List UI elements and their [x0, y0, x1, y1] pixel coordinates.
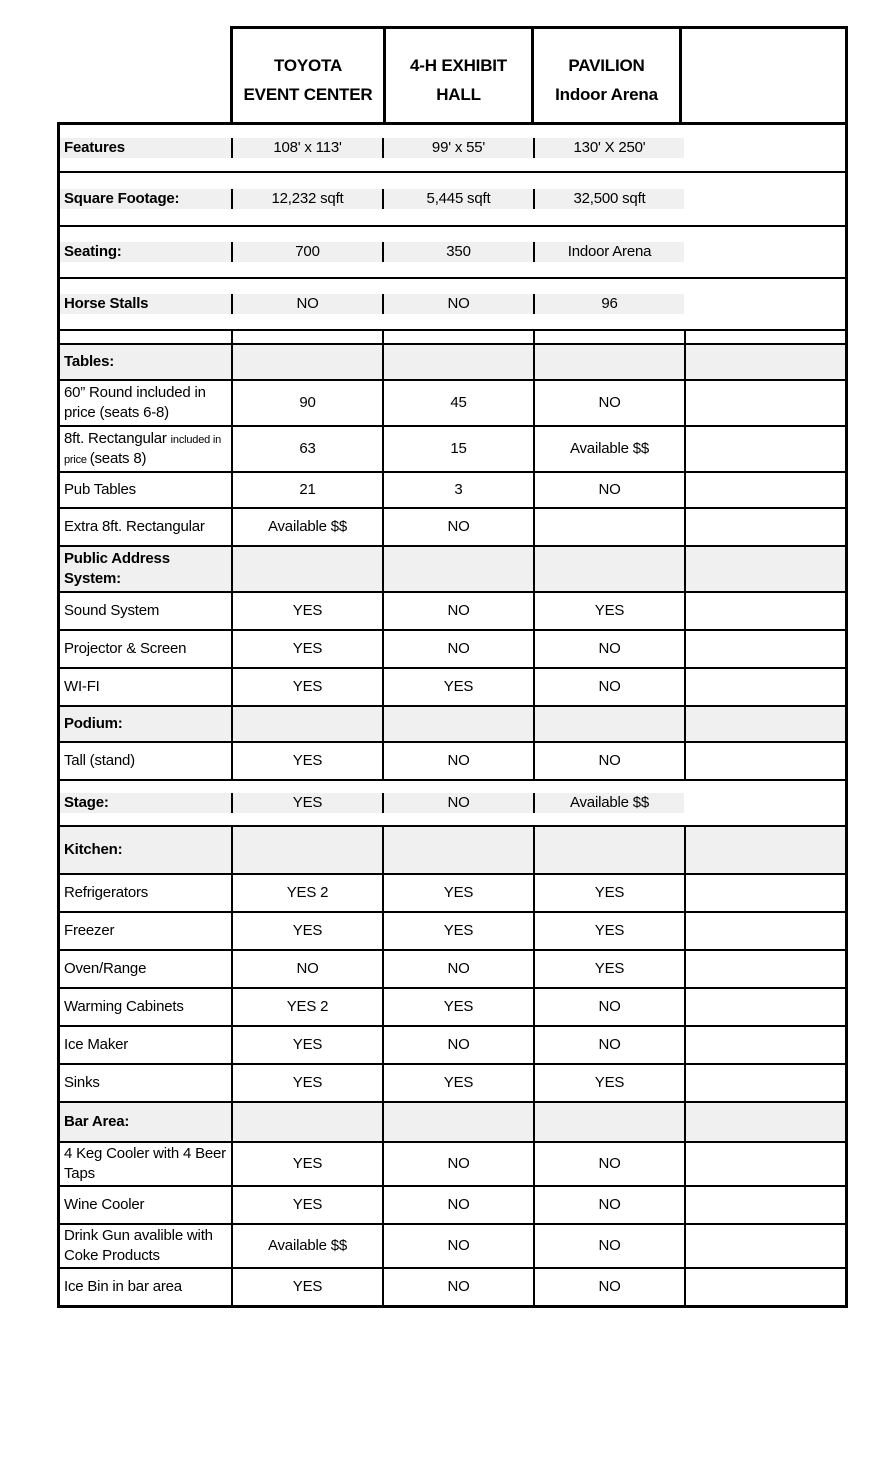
row-label-cell	[60, 989, 231, 1025]
row-label-segment: included in price	[64, 434, 222, 466]
header-line: PAVILION	[568, 55, 645, 75]
table-row	[60, 705, 845, 741]
cell-value: Available $$	[267, 518, 348, 536]
value-cell	[533, 294, 684, 314]
value-cell	[231, 1269, 382, 1305]
value-cell	[231, 913, 382, 949]
header-line: 4-H EXHIBIT	[410, 55, 507, 75]
value-cell	[684, 1065, 845, 1101]
value-cell	[382, 381, 533, 425]
value-cell	[684, 951, 845, 987]
table-row	[60, 425, 845, 471]
value-cell	[684, 989, 845, 1025]
value-cell	[533, 331, 684, 343]
header-cell-toyota-event-center	[233, 29, 383, 122]
value-cell	[684, 427, 845, 471]
cell-value: Available $$	[569, 440, 650, 458]
value-cell	[231, 1103, 382, 1141]
row-label-cell	[60, 913, 231, 949]
cell-value: YES	[292, 678, 323, 696]
row-label: Projector & Screen	[64, 640, 187, 658]
cell-value: YES	[443, 884, 474, 902]
cell-value: 63	[299, 440, 316, 458]
cell-value: NO	[296, 295, 319, 313]
row-label: Podium:	[64, 715, 123, 733]
table-row	[60, 1267, 845, 1305]
cell-value: 12,232 sqft	[271, 190, 344, 208]
row-label-cell	[60, 381, 231, 425]
cell-value: 108' x 113'	[273, 139, 342, 157]
value-cell	[382, 669, 533, 705]
value-cell	[684, 593, 845, 629]
value-cell	[382, 1187, 533, 1223]
value-cell	[231, 827, 382, 873]
value-cell	[231, 1225, 382, 1267]
value-cell	[382, 294, 533, 314]
cell-value: YES 2	[286, 998, 329, 1016]
header-cell-empty	[679, 29, 845, 122]
table-row	[60, 779, 845, 825]
table-row	[60, 1025, 845, 1063]
value-cell	[231, 669, 382, 705]
value-cell	[684, 1103, 845, 1141]
value-cell	[231, 989, 382, 1025]
row-label: Pub Tables	[64, 481, 136, 499]
cell-value: 5,445 sqft	[426, 190, 491, 208]
value-cell	[533, 989, 684, 1025]
value-cell	[533, 189, 684, 209]
value-cell	[533, 1225, 684, 1267]
value-cell	[533, 345, 684, 379]
row-label-cell	[60, 1269, 231, 1305]
table-row	[60, 471, 845, 507]
cell-value: YES	[443, 922, 474, 940]
cell-value: NO	[447, 752, 470, 770]
row-label: Ice Bin in bar area	[64, 1278, 182, 1296]
row-label: Tables:	[64, 353, 115, 371]
value-cell	[382, 509, 533, 545]
row-label: WI-FI	[64, 678, 100, 696]
cell-value: 700	[295, 243, 320, 261]
row-label: Wine Cooler	[64, 1196, 145, 1214]
table-row	[60, 911, 845, 949]
table-row	[60, 225, 845, 277]
table-row	[60, 277, 845, 329]
table-row	[60, 629, 845, 667]
cell-value: YES	[594, 922, 625, 940]
value-cell	[382, 345, 533, 379]
value-cell	[382, 707, 533, 741]
cell-value: YES	[292, 1074, 323, 1092]
value-cell	[533, 242, 684, 262]
table-row	[60, 667, 845, 705]
value-cell	[533, 1187, 684, 1223]
comparison-table-body	[57, 122, 848, 1308]
value-cell	[533, 793, 684, 813]
value-cell	[231, 1027, 382, 1063]
cell-value: 99' x 55'	[431, 139, 486, 157]
cell-value: Indoor Arena	[567, 243, 652, 261]
cell-value: Available $$	[267, 1237, 348, 1255]
value-cell	[533, 875, 684, 911]
cell-value: NO	[598, 678, 621, 696]
cell-value: NO	[447, 518, 470, 536]
row-label: Public Address System:	[64, 550, 170, 587]
cell-value: YES	[292, 1155, 323, 1173]
value-cell	[533, 593, 684, 629]
value-cell	[684, 743, 845, 779]
value-cell	[533, 913, 684, 949]
row-label: Horse Stalls	[64, 295, 149, 313]
row-label: Square Footage:	[64, 190, 180, 208]
table-row	[60, 379, 845, 425]
row-label-cell	[60, 1143, 231, 1185]
row-label-cell	[60, 1065, 231, 1101]
value-cell	[382, 473, 533, 507]
value-cell	[684, 1143, 845, 1185]
row-label: Ice Maker	[64, 1036, 129, 1054]
value-cell	[684, 473, 845, 507]
value-cell	[533, 427, 684, 471]
table-row	[60, 741, 845, 779]
value-cell	[231, 951, 382, 987]
value-cell	[382, 242, 533, 262]
value-cell	[231, 593, 382, 629]
value-cell	[231, 331, 382, 343]
row-label: Tall (stand)	[64, 752, 135, 770]
cell-value: 90	[299, 394, 316, 412]
cell-value: NO	[598, 1196, 621, 1214]
table-row	[60, 825, 845, 873]
table-row	[60, 949, 845, 987]
header-line: EVENT CENTER	[243, 84, 373, 104]
cell-value: NO	[598, 752, 621, 770]
value-cell	[231, 707, 382, 741]
row-label: Seating:	[64, 243, 122, 261]
value-cell	[382, 593, 533, 629]
value-cell	[382, 743, 533, 779]
row-label: Sinks	[64, 1074, 100, 1092]
row-label-cell	[60, 427, 231, 471]
row-label-cell	[60, 1225, 231, 1267]
value-cell	[231, 631, 382, 667]
value-cell	[382, 989, 533, 1025]
row-label: Features	[64, 139, 125, 157]
header-line: Indoor Arena	[555, 84, 658, 104]
table-row	[60, 873, 845, 911]
table-row	[60, 125, 845, 171]
value-cell	[684, 707, 845, 741]
row-label-cell	[60, 707, 231, 741]
value-cell	[533, 509, 684, 545]
cell-value: NO	[447, 794, 470, 812]
row-label-cell	[60, 743, 231, 779]
value-cell	[382, 951, 533, 987]
cell-value: NO	[598, 394, 621, 412]
row-label-cell	[60, 793, 231, 813]
value-cell	[533, 1269, 684, 1305]
value-cell	[533, 1027, 684, 1063]
cell-value: NO	[598, 481, 621, 499]
row-label-cell	[60, 875, 231, 911]
value-cell	[382, 427, 533, 471]
row-label-cell	[60, 509, 231, 545]
row-label: 4 Keg Cooler with 4 Beer Taps	[64, 1145, 226, 1182]
row-label-cell	[60, 827, 231, 873]
value-cell	[382, 1103, 533, 1141]
value-cell	[533, 547, 684, 591]
value-cell	[533, 1065, 684, 1101]
value-cell	[684, 1027, 845, 1063]
value-cell	[684, 669, 845, 705]
cell-value: NO	[598, 1036, 621, 1054]
cell-value: YES	[594, 960, 625, 978]
value-cell	[231, 547, 382, 591]
value-cell	[684, 381, 845, 425]
row-label: Extra 8ft. Rectangular	[64, 518, 205, 536]
value-cell	[231, 294, 382, 314]
value-cell	[231, 427, 382, 471]
value-cell	[684, 1187, 845, 1223]
row-label: Drink Gun avalible with Coke Products	[64, 1227, 213, 1264]
cell-value: 32,500 sqft	[573, 190, 646, 208]
row-label: Kitchen:	[64, 841, 123, 859]
value-cell	[684, 509, 845, 545]
cell-value: NO	[296, 960, 319, 978]
row-label-cell	[60, 1103, 231, 1141]
row-label-cell	[60, 189, 231, 209]
value-cell	[533, 631, 684, 667]
cell-value: NO	[447, 1237, 470, 1255]
table-row	[60, 1141, 845, 1185]
cell-value: YES 2	[286, 884, 329, 902]
value-cell	[231, 509, 382, 545]
value-cell	[382, 547, 533, 591]
row-label: Freezer	[64, 922, 115, 940]
comparison-table	[57, 26, 848, 1308]
cell-value: NO	[447, 295, 470, 313]
value-cell	[231, 1187, 382, 1223]
value-cell	[533, 707, 684, 741]
cell-value: YES	[292, 752, 323, 770]
cell-value: YES	[292, 1278, 323, 1296]
row-label: Sound System	[64, 602, 160, 620]
row-label-cell	[60, 1187, 231, 1223]
value-cell	[382, 189, 533, 209]
value-cell	[684, 1269, 845, 1305]
table-row	[60, 343, 845, 379]
cell-value: YES	[443, 1074, 474, 1092]
value-cell	[684, 631, 845, 667]
value-cell	[684, 913, 845, 949]
cell-value: NO	[598, 640, 621, 658]
value-cell	[231, 381, 382, 425]
value-cell	[382, 1225, 533, 1267]
cell-value: YES	[443, 998, 474, 1016]
value-cell	[533, 473, 684, 507]
table-row	[60, 591, 845, 629]
row-label-cell	[60, 547, 231, 591]
value-cell	[533, 669, 684, 705]
cell-value: YES	[292, 1036, 323, 1054]
value-cell	[382, 913, 533, 949]
table-row	[60, 171, 845, 225]
value-cell	[684, 547, 845, 591]
value-cell	[684, 827, 845, 873]
cell-value: 350	[446, 243, 471, 261]
row-label-cell	[60, 631, 231, 667]
header-spacer	[57, 26, 230, 122]
value-cell	[684, 1225, 845, 1267]
cell-value: NO	[447, 1196, 470, 1214]
cell-value: NO	[598, 1155, 621, 1173]
table-row	[60, 987, 845, 1025]
value-cell	[382, 138, 533, 158]
cell-value: YES	[292, 602, 323, 620]
row-label-cell	[60, 669, 231, 705]
cell-value: NO	[447, 1036, 470, 1054]
value-cell	[231, 473, 382, 507]
value-cell	[382, 875, 533, 911]
row-label: Warming Cabinets	[64, 998, 184, 1016]
cell-value: 15	[450, 440, 467, 458]
row-label	[64, 429, 229, 469]
value-cell	[231, 875, 382, 911]
row-label-segment: (seats 8)	[89, 450, 147, 467]
table-row	[60, 507, 845, 545]
cell-value: NO	[447, 1278, 470, 1296]
value-cell	[533, 1103, 684, 1141]
cell-value: NO	[598, 1237, 621, 1255]
header-box	[230, 26, 848, 122]
table-row	[60, 1101, 845, 1141]
value-cell	[231, 189, 382, 209]
header-cell-4h-exhibit-hall	[383, 29, 531, 122]
cell-value: YES	[292, 922, 323, 940]
value-cell	[231, 138, 382, 158]
cell-value: 130' X 250'	[573, 139, 646, 157]
row-label-cell	[60, 294, 231, 314]
cell-value: NO	[447, 960, 470, 978]
value-cell	[684, 345, 845, 379]
value-cell	[533, 1143, 684, 1185]
row-label: Oven/Range	[64, 960, 147, 978]
value-cell	[382, 1027, 533, 1063]
value-cell	[231, 1065, 382, 1101]
cell-value: YES	[443, 678, 474, 696]
value-cell	[533, 381, 684, 425]
value-cell	[382, 1065, 533, 1101]
header-line: TOYOTA	[273, 55, 343, 75]
row-label-cell	[60, 951, 231, 987]
value-cell	[382, 331, 533, 343]
row-label-segment: 8ft. Rectangular	[64, 430, 171, 448]
value-cell	[231, 345, 382, 379]
cell-value: YES	[594, 602, 625, 620]
cell-value: 96	[601, 295, 618, 313]
cell-value: NO	[598, 998, 621, 1016]
row-label-cell	[60, 345, 231, 379]
value-cell	[382, 793, 533, 813]
cell-value: YES	[594, 884, 625, 902]
value-cell	[382, 1269, 533, 1305]
value-cell	[684, 331, 845, 343]
row-label: Stage:	[64, 794, 109, 812]
row-label-cell	[60, 242, 231, 262]
value-cell	[231, 743, 382, 779]
value-cell	[382, 631, 533, 667]
cell-value: NO	[598, 1278, 621, 1296]
cell-value: Available $$	[569, 794, 650, 812]
cell-value: YES	[292, 794, 323, 812]
value-cell	[533, 951, 684, 987]
table-row	[60, 1223, 845, 1267]
table-row	[60, 1063, 845, 1101]
cell-value: NO	[447, 1155, 470, 1173]
table-row	[60, 545, 845, 591]
header-row	[57, 26, 848, 122]
cell-value: 21	[299, 481, 316, 499]
value-cell	[533, 138, 684, 158]
header-cell-pavilion-indoor-arena	[531, 29, 679, 122]
value-cell	[231, 793, 382, 813]
value-cell	[231, 242, 382, 262]
row-label: Bar Area:	[64, 1113, 130, 1131]
value-cell	[231, 1143, 382, 1185]
row-label-cell	[60, 331, 231, 343]
table-row	[60, 329, 845, 343]
cell-value: 45	[450, 394, 467, 412]
cell-value: NO	[447, 640, 470, 658]
value-cell	[382, 1143, 533, 1185]
row-label: Refrigerators	[64, 884, 149, 902]
cell-value: YES	[292, 1196, 323, 1214]
cell-value: NO	[447, 602, 470, 620]
value-cell	[382, 827, 533, 873]
value-cell	[684, 875, 845, 911]
cell-value: 3	[454, 481, 463, 499]
row-label-cell	[60, 138, 231, 158]
row-label-cell	[60, 1027, 231, 1063]
row-label-cell	[60, 593, 231, 629]
value-cell	[533, 743, 684, 779]
value-cell	[533, 827, 684, 873]
row-label-cell	[60, 473, 231, 507]
table-row	[60, 1185, 845, 1223]
cell-value: YES	[594, 1074, 625, 1092]
cell-value: YES	[292, 640, 323, 658]
header-line: HALL	[436, 84, 481, 104]
row-label: 60” Round included in price (seats 6-8)	[64, 384, 206, 421]
